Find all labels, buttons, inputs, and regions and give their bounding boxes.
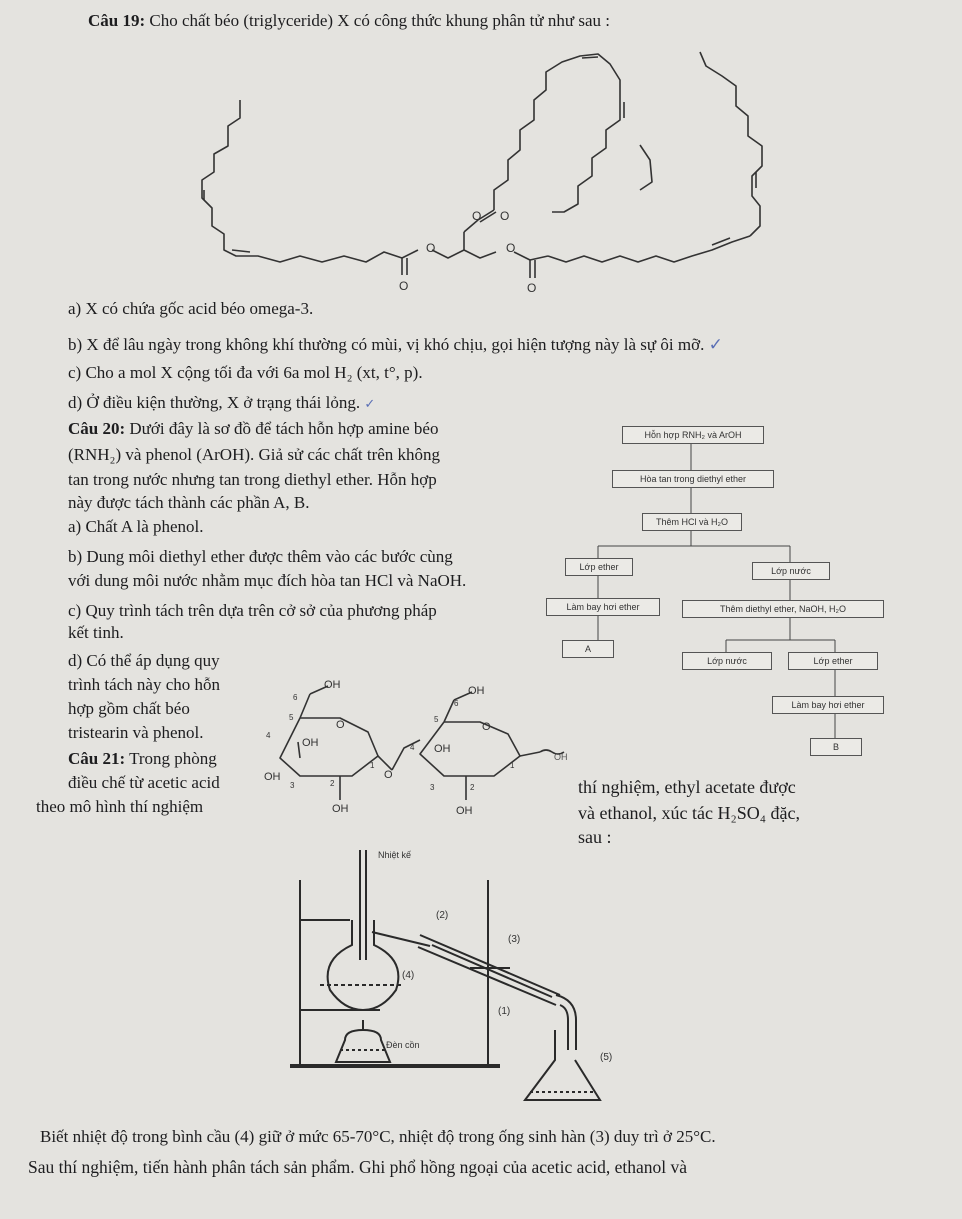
carbon-4-right: 4 [410, 743, 415, 752]
flow-box-add-hcl: Thêm HCl và H₂O [642, 513, 742, 531]
q19-option-a: a) X có chứa gốc acid béo omega-3. [68, 299, 314, 318]
oh-top-2: OH [468, 685, 485, 697]
q21-bottom-line1: Biết nhiệt độ trong bình cầu (4) giữ ở mức 65-70°C, nhiệt độ trong ống sinh hàn (3) duy trì ở 25°C. [40, 1127, 716, 1146]
ester-o-1: O [426, 241, 436, 255]
carbon-2-left: 2 [330, 779, 335, 788]
part-5-label: (5) [600, 1052, 613, 1063]
part-4-label: (4) [402, 970, 415, 981]
check-mark-icon: ✓ [364, 397, 376, 412]
q20-option-d-4: tristearin và phenol. [68, 723, 204, 742]
q20-option-d-2: trình tách này cho hỗn [68, 675, 221, 694]
flow-box-add-naoh: Thêm diethyl ether, NaOH, H₂O [682, 600, 884, 618]
carbon-2-right: 2 [470, 783, 475, 792]
q19-option-c: c) Cho a mol X cộng tối đa với 6a mol H₂ (xt, t°, p). [68, 363, 423, 382]
q21-line3: theo mô hình thí nghiệm [36, 797, 204, 816]
carbon-5-right: 5 [434, 715, 439, 724]
carbon-1-right: 1 [510, 761, 515, 770]
oh-end: OH [554, 752, 568, 762]
flow-box-product-b: B [810, 738, 862, 756]
ester-o-4: O [500, 209, 510, 223]
q20-option-d-1: d) Có thể áp dụng quy [68, 651, 220, 670]
q20-option-a: a) Chất A là phenol. [68, 517, 204, 536]
flow-box-water-layer: Lớp nước [752, 562, 830, 580]
flow-box-mixture: Hỗn hợp RNH₂ và ArOH [622, 426, 764, 444]
carbon-4-left: 4 [266, 731, 271, 740]
thermometer-label: Nhiệt kế [378, 850, 412, 860]
carbon-6-right: 6 [454, 699, 459, 708]
part-3-label: (3) [508, 934, 521, 945]
q21-right-line2: và ethanol, xúc tác H₂SO₄ đặc, [578, 803, 800, 823]
q21-line1: Câu 21: Trong phòng [68, 749, 217, 768]
q20-option-b-2: với dung môi nước nhằm mục đích hòa tan HCl và NaOH. [68, 571, 467, 590]
q20-option-c-2: kết tinh. [68, 623, 124, 642]
carbon-3-right: 3 [430, 783, 435, 792]
ester-o-6: O [527, 281, 537, 295]
q19-option-b: b) X để lâu ngày trong không khí thường có mùi, vị khó chịu, gọi hiện tượng này là sự ôi mỡ. ✓ [68, 335, 723, 355]
bridge-oxygen: O [384, 769, 393, 781]
oh-c3-left: OH [264, 771, 281, 783]
flow-box-product-a: A [562, 640, 614, 658]
check-mark-icon: ✓ [708, 335, 723, 355]
q21-right-line3: sau : [578, 827, 612, 847]
q19-intro: Cho chất béo (triglyceride) X có công thức khung phân tử như sau : [149, 11, 610, 30]
q20-line1: Câu 20: Dưới đây là sơ đồ để tách hỗn hợp amine béo [68, 419, 439, 438]
carbon-1-left: 1 [370, 761, 375, 770]
ester-o-3: O [472, 209, 482, 223]
flow-box-ether-layer-2: Lớp ether [788, 652, 878, 670]
q21-bottom-line2: Sau thí nghiệm, tiến hành phân tách sản phẩm. Ghi phổ hồng ngoại của acetic acid, ethanol và [28, 1157, 687, 1177]
q20-option-c-1: c) Quy trình tách trên dựa trên cở sở của phương pháp [68, 601, 437, 620]
oh-c4-right: OH [434, 743, 451, 755]
oh-c2-right: OH [456, 805, 473, 817]
part-2-label: (2) [436, 910, 449, 921]
flow-box-dissolve: Hòa tan trong diethyl ether [612, 470, 774, 488]
flow-box-evaporate-2: Làm bay hơi ether [772, 696, 884, 714]
ester-o-5: O [506, 241, 516, 255]
ring-oxygen-right: O [482, 721, 491, 733]
part-1-label: (1) [498, 1006, 511, 1017]
flow-box-water-layer-2: Lớp nước [682, 652, 772, 670]
carbon-6-left: 6 [293, 693, 298, 702]
oh-c4-left: OH [302, 737, 319, 749]
flow-box-evaporate-1: Làm bay hơi ether [546, 598, 660, 616]
q20-line2: (RNH₂) và phenol (ArOH). Giả sử các chất trên không [68, 445, 441, 464]
q19-option-d: d) Ở điều kiện thường, X ở trạng thái lỏng. ✓ [68, 393, 376, 412]
ester-o-2: O [399, 279, 409, 293]
flow-box-ether-layer: Lớp ether [565, 558, 633, 576]
q20-option-b-1: b) Dung môi diethyl ether được thêm vào các bước cùng [68, 547, 453, 566]
carbon-5-left: 5 [289, 713, 294, 722]
q21-line2: điều chế từ acetic acid [68, 773, 220, 792]
burner-label: Đèn cồn [386, 1040, 420, 1050]
carbon-3-left: 3 [290, 781, 295, 790]
q20-line3: tan trong nước nhưng tan trong diethyl ether. Hỗn hợp [68, 470, 437, 489]
oh-top-1: OH [324, 679, 341, 691]
q20-option-d-3: hợp gồm chất béo [68, 699, 190, 718]
q20-line4: này được tách thành các phần A, B. [68, 493, 310, 512]
q21-right-line1: thí nghiệm, ethyl acetate được [578, 777, 796, 797]
ring-oxygen-left: O [336, 719, 345, 731]
q20-title: Câu 20: [68, 419, 126, 438]
q21-title: Câu 21: [68, 749, 126, 768]
oh-c2-left: OH [332, 803, 349, 815]
q19-title: Câu 19: [88, 11, 146, 30]
